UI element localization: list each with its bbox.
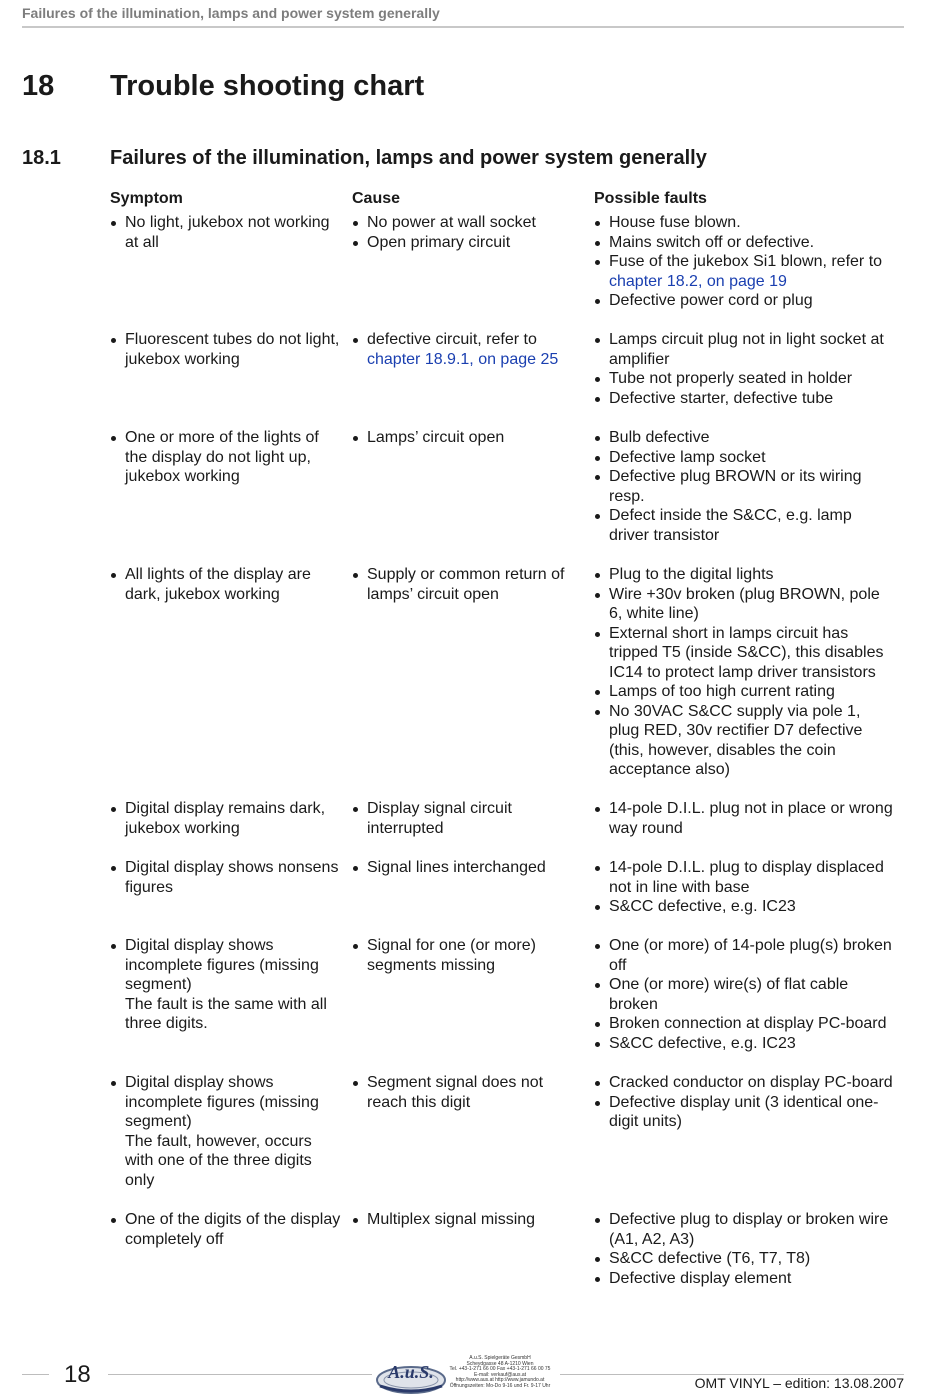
cause-cell bbox=[352, 565, 584, 604]
fault-item: Defective plug BROWN or its wiring resp. bbox=[594, 467, 894, 506]
symptom-note: The fault is the same with all three digits. bbox=[125, 995, 327, 1032]
imprint-line: Scheydgasse 48 A-1210 Wien bbox=[466, 1360, 534, 1367]
cause-item: No power at wall socket bbox=[352, 213, 584, 233]
symptom-item bbox=[110, 1073, 342, 1190]
fault-item: S&CC defective, e.g. IC23 bbox=[594, 897, 894, 917]
cause-item: Lamps’ circuit open bbox=[352, 428, 584, 448]
logo-text: A.u.S. bbox=[388, 1362, 434, 1382]
symptom-item bbox=[110, 936, 342, 1034]
running-header: Failures of the illumination, lamps and power system generally bbox=[22, 5, 440, 21]
fault-item: No 30VAC S&CC supply via pole 1, plug RED, 30v rectifier D7 defective (this, however, disables the coin acceptance also) bbox=[594, 702, 894, 780]
imprint-line: Öffnungszeiten: Mo-Do 9-16 und Fr. 9-17 Uhr bbox=[449, 1382, 551, 1389]
fault-item: Plug to the digital lights bbox=[594, 565, 894, 585]
cause-cell bbox=[352, 1073, 584, 1112]
fault-item: Tube not properly seated in holder bbox=[594, 369, 894, 389]
cause-text: defective circuit, refer to bbox=[367, 331, 537, 348]
faults-cell bbox=[594, 799, 894, 838]
cause-item: Signal for one (or more) segments missing bbox=[352, 936, 584, 975]
imprint-line: http://www.aus.at http://www.jamundo.at bbox=[455, 1377, 545, 1383]
symptom-cell bbox=[110, 213, 342, 252]
imprint-line: A.u.S. Spielgeräte GesmbH bbox=[469, 1355, 531, 1361]
footer-rule-mid bbox=[108, 1374, 372, 1375]
imprint-line: E-mail: verkauf@aus.at bbox=[473, 1371, 527, 1378]
column-header-cause: Cause bbox=[352, 190, 401, 207]
fault-item: One (or more) wire(s) of flat cable broken bbox=[594, 975, 894, 1014]
faults-cell bbox=[594, 858, 894, 917]
section-number: 18.1 bbox=[22, 147, 61, 169]
faults-cell bbox=[594, 936, 894, 1053]
cause-cell bbox=[352, 330, 584, 369]
chapter-18-9-1-link[interactable]: chapter 18.9.1, on page 25 bbox=[367, 350, 559, 368]
fault-item: Lamps of too high current rating bbox=[594, 682, 894, 702]
fault-item: Lamps circuit plug not in light socket at amplifier bbox=[594, 330, 894, 369]
faults-cell bbox=[594, 330, 894, 408]
cause-cell bbox=[352, 936, 584, 975]
cause-item bbox=[352, 330, 584, 369]
chapter-18-2-link[interactable]: chapter 18.2, on page 19 bbox=[609, 272, 787, 290]
faults-cell bbox=[594, 213, 894, 311]
cause-cell bbox=[352, 213, 584, 252]
aus-logo-icon bbox=[374, 1356, 448, 1396]
symptom-cell bbox=[110, 1210, 342, 1249]
symptom-text: Digital display shows incomplete figures (missing segment) bbox=[125, 1074, 319, 1130]
fault-item: Cracked conductor on display PC-board bbox=[594, 1073, 894, 1093]
cause-item: Signal lines interchanged bbox=[352, 858, 584, 878]
footer-rule-left bbox=[22, 1374, 49, 1375]
cause-cell bbox=[352, 799, 584, 838]
symptom-item: Digital display remains dark, jukebox working bbox=[110, 799, 342, 838]
symptom-item: One or more of the lights of the display do not light up, jukebox working bbox=[110, 428, 342, 487]
cause-cell bbox=[352, 1210, 584, 1230]
symptom-cell bbox=[110, 936, 342, 1034]
page-number: 18 bbox=[64, 1361, 91, 1388]
cause-item: Display signal circuit interrupted bbox=[352, 799, 584, 838]
imprint bbox=[440, 1356, 560, 1389]
fault-item: Bulb defective bbox=[594, 428, 894, 448]
fault-item: Broken connection at display PC-board bbox=[594, 1014, 894, 1034]
fault-item: House fuse blown. bbox=[594, 213, 894, 233]
fault-item: Defective display element bbox=[594, 1269, 894, 1289]
fault-item: S&CC defective (T6, T7, T8) bbox=[594, 1249, 894, 1269]
symptom-cell bbox=[110, 1073, 342, 1190]
cause-item: Multiplex signal missing bbox=[352, 1210, 584, 1230]
fault-item: Defective plug to display or broken wire (A1, A2, A3) bbox=[594, 1210, 894, 1249]
fault-text: Fuse of the jukebox Si1 blown, refer to bbox=[609, 253, 883, 270]
cause-cell bbox=[352, 858, 584, 878]
cause-item: Open primary circuit bbox=[352, 233, 584, 253]
symptom-cell bbox=[110, 565, 342, 604]
cause-item: Segment signal does not reach this digit bbox=[352, 1073, 584, 1112]
faults-cell bbox=[594, 1210, 894, 1288]
chapter-number: 18 bbox=[22, 70, 55, 102]
imprint-line: Tel. +43-1-271 66 00 Fax +43-1-271 66 00 75 bbox=[449, 1366, 551, 1372]
symptom-cell bbox=[110, 330, 342, 369]
fault-item: 14-pole D.I.L. plug to display displaced not in line with base bbox=[594, 858, 894, 897]
symptom-item: No light, jukebox not working at all bbox=[110, 213, 342, 252]
fault-item: Defect inside the S&CC, e.g. lamp driver transistor bbox=[594, 506, 894, 545]
symptom-cell bbox=[110, 799, 342, 838]
fault-item bbox=[594, 252, 894, 291]
fault-item: Defective power cord or plug bbox=[594, 291, 894, 311]
fault-item: Defective lamp socket bbox=[594, 448, 894, 468]
faults-cell bbox=[594, 1073, 894, 1132]
edition-text: OMT VINYL – edition: 13.08.2007 bbox=[694, 1375, 904, 1391]
fault-item: S&CC defective, e.g. IC23 bbox=[594, 1034, 894, 1054]
chapter-title: Trouble shooting chart bbox=[110, 70, 425, 102]
faults-cell bbox=[594, 428, 894, 545]
symptom-item: Digital display shows nonsens figures bbox=[110, 858, 342, 897]
column-header-symptom: Symptom bbox=[110, 190, 183, 207]
fault-item: One (or more) of 14-pole plug(s) broken off bbox=[594, 936, 894, 975]
cause-item: Supply or common return of lamps’ circuit open bbox=[352, 565, 584, 604]
fault-item: 14-pole D.I.L. plug not in place or wrong way round bbox=[594, 799, 894, 838]
symptom-item: All lights of the display are dark, jukebox working bbox=[110, 565, 342, 604]
section-title: Failures of the illumination, lamps and power system generally bbox=[110, 147, 707, 169]
symptom-cell bbox=[110, 858, 342, 897]
fault-item: Wire +30v broken (plug BROWN, pole 6, white line) bbox=[594, 585, 894, 624]
header-rule bbox=[22, 26, 904, 28]
fault-item: Defective starter, defective tube bbox=[594, 389, 894, 409]
column-header-faults: Possible faults bbox=[594, 190, 707, 207]
symptom-note: The fault, however, occurs with one of the three digits only bbox=[125, 1132, 312, 1189]
fault-item: External short in lamps circuit has tripped T5 (inside S&CC), this disables IC14 to protect lamp driver transistors bbox=[594, 624, 894, 683]
faults-cell bbox=[594, 565, 894, 780]
fault-item: Mains switch off or defective. bbox=[594, 233, 894, 253]
symptom-cell bbox=[110, 428, 342, 487]
cause-cell bbox=[352, 428, 584, 448]
symptom-text: Digital display shows incomplete figures (missing segment) bbox=[125, 937, 319, 993]
symptom-item: One of the digits of the display completely off bbox=[110, 1210, 342, 1249]
fault-item: Defective display unit (3 identical one-digit units) bbox=[594, 1093, 894, 1132]
symptom-item: Fluorescent tubes do not light, jukebox working bbox=[110, 330, 342, 369]
